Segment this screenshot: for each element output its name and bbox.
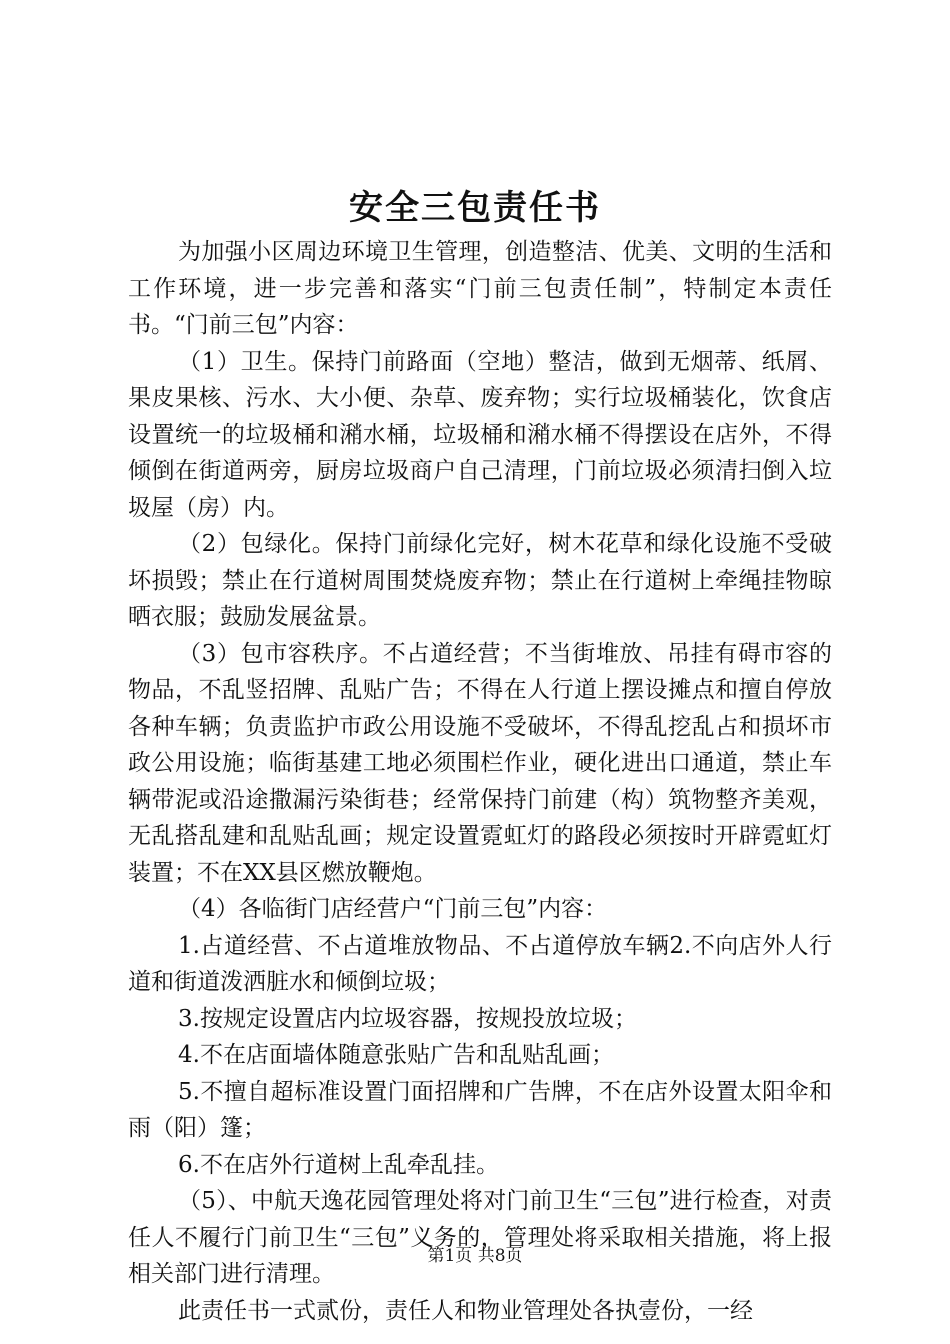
shop-item-6: 6.不在店外行道树上乱牵乱挂。	[178, 1151, 499, 1178]
shop-item-1-2: 1.占道经营、不占道堆放物品、不占道停放车辆2.不向店外人行道和街道泼洒脏水和倾倒垃圾；	[128, 932, 832, 995]
inspection-paragraph: （5）、中航天逸花园管理处将对门前卫生“三包”进行检查，对责任人不履行门前卫生“三包”义务的，管理处将采取相关措施，将上报相关部门进行清理。	[128, 1188, 832, 1287]
intro-paragraph: 为加强小区周边环境卫生管理，创造整洁、优美、文明的生活和工作环境，进一步完善和落实“门前三包责任制”，特制定本责任书。“门前三包”内容：	[128, 239, 832, 338]
greening-paragraph: （2）包绿化。保持门前绿化完好，树木花草和绿化设施不受破坏损毁；禁止在行道树周围焚烧废弃物；禁止在行道树上牵绳挂物晾晒衣服；鼓励发展盆景。	[128, 531, 832, 630]
shop-item-5: 5.不擅自超标准设置门面招牌和广告牌，不在店外设置太阳伞和雨（阳）篷；	[128, 1078, 832, 1141]
page-number-footer: 第1页 共8页	[427, 1246, 523, 1266]
shop-items-heading: （4）各临街门店经营户“门前三包”内容：	[178, 896, 608, 922]
shop-item-3: 3.按规定设置店内垃圾容器，按规投放垃圾；	[178, 1005, 637, 1032]
document-title: 安全三包责任书	[349, 188, 601, 228]
shop-item-4: 4.不在店面墙体随意张贴广告和乱贴乱画；	[178, 1042, 614, 1068]
document-body	[128, 234, 832, 1329]
sanitation-paragraph: （1）卫生。保持门前路面（空地）整洁，做到无烟蒂、纸屑、果皮果核、污水、大小便、杂草、废弃物；实行垃圾桶装化，饮食店设置统一的垃圾桶和潲水桶，垃圾桶和潲水桶不得摆设在店外，不得倾倒在街道两旁，厨房垃圾商户自己清理，门前垃圾必须清扫倒入垃圾屋（房）内。	[128, 348, 832, 521]
closing-paragraph: 此责任书一式贰份，责任人和物业管理处各执壹份，一经	[178, 1297, 753, 1324]
city-order-paragraph: （3）包市容秩序。不占道经营；不当街堆放、吊挂有碍市容的物品，不乱竖招牌、乱贴广告；不得在人行道上摆设摊点和擅自停放各种车辆；负责监护市政公用设施不受破坏，不得乱挖乱占和损坏市政公用设施；临街基建工地必须围栏作业，硬化进出口通道，禁止车辆带泥或沿途撒漏污染街巷；经常保持门前建（构）筑物整齐美观，无乱搭乱建和乱贴乱画；规定设置霓虹灯的路段必须按时开辟霓虹灯装置；不在XX县区燃放鞭炮。	[128, 640, 832, 886]
